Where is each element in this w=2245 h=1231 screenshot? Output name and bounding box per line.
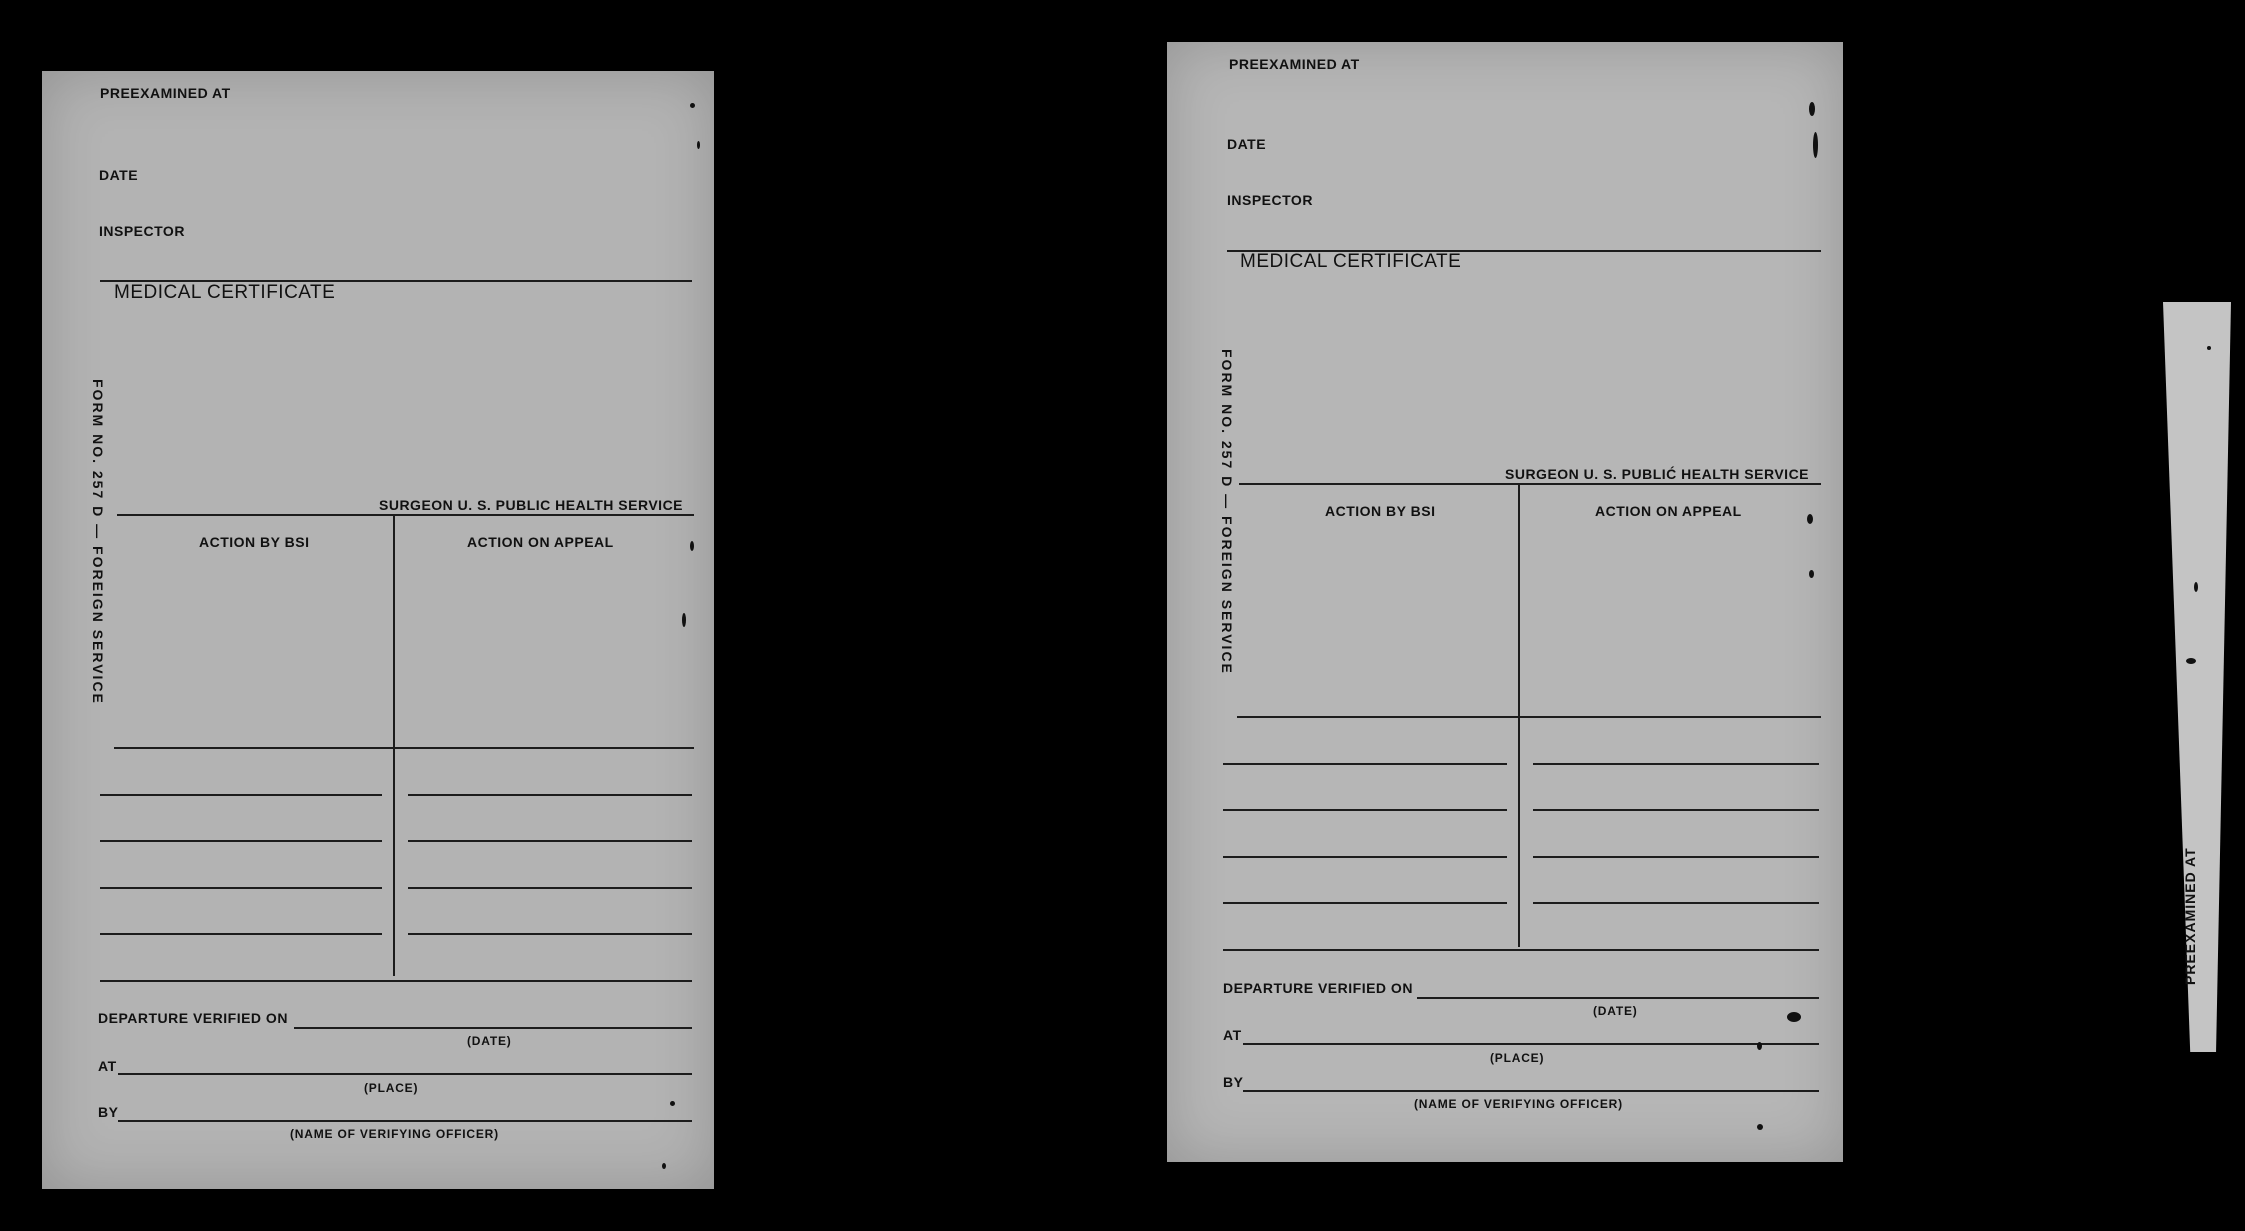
table-bottom-line [100,980,692,982]
surgeon-line [1239,483,1821,485]
bsi-line [100,887,382,889]
surgeon-label: SURGEON U. S. PUBLIĆ HEALTH SERVICE [1505,466,1810,482]
bsi-line [100,794,382,796]
strip-preexamined-label: PREEXAMINED AT [2182,847,2198,985]
date-caption: (DATE) [1593,1004,1638,1018]
appeal-line [408,887,692,889]
action-on-appeal-header: ACTION ON APPEAL [1595,503,1742,519]
appeal-line [408,933,692,935]
officer-line [118,1120,692,1122]
form-number: FORM NO. 257 D — FOREIGN SERVICE [1219,349,1235,675]
officer-caption: (NAME OF VERIFYING OFFICER) [1414,1097,1623,1111]
date-label: DATE [99,167,139,183]
certificate-title: MEDICAL CERTIFICATE [1240,251,1462,272]
ink-spot [1813,132,1818,158]
officer-line [1243,1090,1819,1092]
column-divider [393,516,395,976]
inspector-label: INSPECTOR [99,223,185,239]
action-line [114,747,694,749]
ink-spot [2194,582,2198,592]
action-on-appeal-header: ACTION ON APPEAL [467,534,614,550]
preexamined-at-label: PREEXAMINED AT [1229,56,1360,72]
ink-spot [1807,514,1813,524]
bsi-line [1223,763,1507,765]
ink-spot [690,103,695,108]
officer-caption: (NAME OF VERIFYING OFFICER) [290,1127,499,1141]
appeal-line [1533,809,1819,811]
ink-spot [697,141,700,149]
place-caption: (PLACE) [1490,1051,1545,1065]
bsi-line [1223,809,1507,811]
ink-spot [662,1163,666,1169]
at-label: AT [1223,1027,1242,1043]
ink-spot [1787,1012,1801,1022]
at-label: AT [98,1058,117,1074]
appeal-line [1533,902,1819,904]
place-line [118,1073,692,1075]
action-by-bsi-header: ACTION BY BSI [1325,503,1436,519]
medical-certificate-card-right [1167,42,1843,1162]
place-caption: (PLACE) [364,1081,419,1095]
departure-date-line [294,1027,692,1029]
bsi-line [1223,902,1507,904]
place-line [1243,1043,1819,1045]
certificate-title: MEDICAL CERTIFICATE [114,282,336,303]
by-label: BY [98,1104,119,1120]
ink-spot [690,541,694,551]
ink-spot [1809,570,1814,578]
ink-spot [682,613,686,627]
date-label: DATE [1227,136,1267,152]
surgeon-line [117,514,694,516]
action-by-bsi-header: ACTION BY BSI [199,534,310,550]
form-number: FORM NO. 257 D — FOREIGN SERVICE [90,379,106,705]
departure-label: DEPARTURE VERIFIED ON [1223,980,1413,996]
preexamined-at-label: PREEXAMINED AT [100,85,231,101]
ink-spot [1757,1124,1763,1130]
appeal-line [408,794,692,796]
departure-date-line [1417,997,1819,999]
table-bottom-line [1223,949,1819,951]
ink-spot [670,1101,675,1106]
action-line [1237,716,1821,718]
bsi-line [100,840,382,842]
ink-spot [2186,658,2196,664]
bsi-line [1223,856,1507,858]
departure-label: DEPARTURE VERIFIED ON [98,1010,288,1026]
by-label: BY [1223,1074,1244,1090]
appeal-line [408,840,692,842]
date-caption: (DATE) [467,1034,512,1048]
bsi-line [100,933,382,935]
ink-spot [1809,102,1815,116]
ink-spot [1757,1042,1762,1050]
medical-certificate-card-left [42,71,714,1189]
ink-spot [2207,346,2211,350]
appeal-line [1533,763,1819,765]
appeal-line [1533,856,1819,858]
inspector-label: INSPECTOR [1227,192,1313,208]
surgeon-label: SURGEON U. S. PUBLIC HEALTH SERVICE [379,497,684,513]
